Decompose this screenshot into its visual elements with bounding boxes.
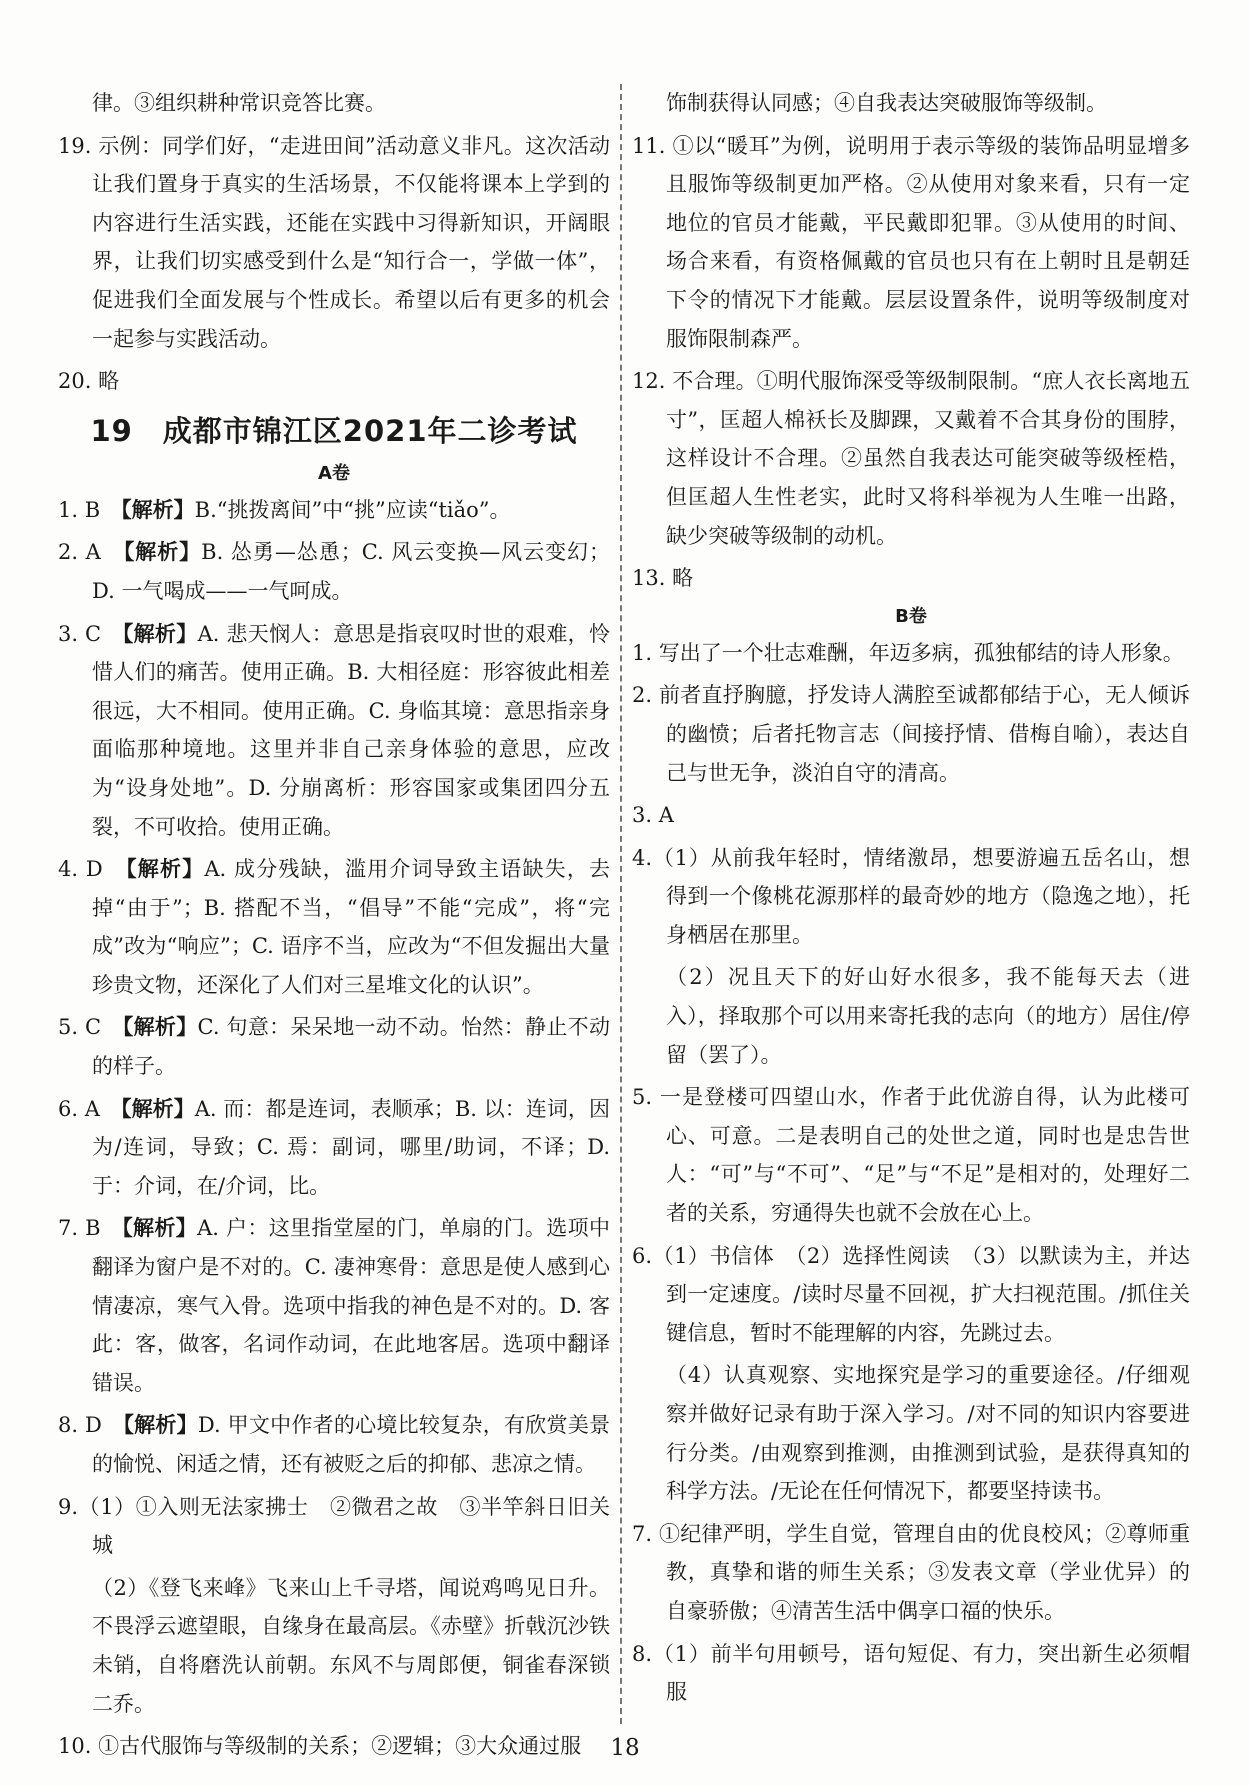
section-title: 19 成都市锦江区2021年二诊考试 bbox=[90, 413, 578, 448]
answer-a10: 10. ①古代服饰与等级制的关系；②逻辑；③大众通过服 bbox=[58, 1734, 582, 1759]
analysis-tag: 【解析】 bbox=[122, 620, 198, 646]
answer-key: 6. A bbox=[58, 1096, 122, 1121]
answer-a9-part1: 9.（1）①入则无法家拂士 ②微君之故 ③半竿斜日旧关城 bbox=[58, 1494, 610, 1558]
answer-a8 bbox=[58, 1406, 610, 1483]
answer-key: 7. B bbox=[58, 1216, 123, 1241]
answer-b4-part2: （2）况且天下的好山好水很多，我不能每天去（进入），择取那个可以用来寄托我的志向（的地方）居住/停留（罢了）。 bbox=[666, 965, 1190, 1067]
analysis-tag: 【解析】 bbox=[123, 1412, 198, 1438]
analysis-tag: 【解析】 bbox=[121, 496, 195, 522]
analysis-text: B. 怂勇—怂恿；C. 风云变换—风云变幻；D. 一气喝成——一气呵成。 bbox=[92, 540, 611, 603]
analysis-text: D. 甲文中作者的心境比较复杂，有欣赏美景的愉悦、闲适之情，还有被贬之后的抑郁、悲凉之情。 bbox=[92, 1413, 611, 1476]
analysis-tag: 【解析】 bbox=[122, 1014, 198, 1040]
continued-paragraph: 律。③组织耕种常识竞答比赛。 bbox=[92, 91, 386, 115]
answer-a1 bbox=[58, 491, 610, 530]
answer-a6 bbox=[58, 1090, 610, 1206]
answer-b4-part1: 4.（1）从前我年轻时，情绪激昂，想要游遍五岳名山，想得到一个像桃花源那样的最奇妙的地方（隐逸之地），托身栖居在那里。 bbox=[632, 845, 1190, 947]
answer-20: 20. 略 bbox=[58, 369, 120, 394]
page-number: 18 bbox=[610, 1735, 640, 1761]
analysis-tag: 【解析】 bbox=[122, 1215, 198, 1241]
analysis-tag: 【解析】 bbox=[123, 539, 202, 565]
section-b-label: B卷 bbox=[895, 605, 927, 627]
answer-a4 bbox=[58, 850, 610, 1004]
answer-a11: 11. ①以“暖耳”为例，说明用于表示等级的装饰品明显增多且服饰等级制更加严格。②从使用对象来看，只有一定地位的官员才能戴，平民戴即犯罪。③从使用的时间、场合来看，有资格佩戴的官员也只有在上朝时且是朝廷下令的情况下才能戴。层层设置条件，说明等级制度对服饰限制森严。 bbox=[632, 133, 1190, 351]
answer-b2: 2. 前者直抒胸臆，抒发诗人满腔至诚都郁结于心，无人倾诉的幽愤；后者托物言志（间接抒情、借梅自喻），表达自己与世无争，淡泊自守的清高。 bbox=[632, 683, 1190, 785]
right-column bbox=[632, 84, 1190, 1716]
analysis-text: B.“挑拨离间”中“挑”应读“tiǎo”。 bbox=[194, 497, 511, 522]
analysis-text: A. 户：这里指堂屋的门，单扇的门。选项中翻译为窗户是不对的。C. 凄神寒骨：意思是使人感到心情凄凉，寒气入骨。选项中指我的神色是不对的。D. 客此：客，做客，名词作动词，在此地客居。选项中翻译错误。 bbox=[92, 1216, 610, 1395]
answer-key: 2. A bbox=[58, 540, 124, 565]
answer-a9-part2: （2）《登飞来峰》飞来山上千寻塔，闻说鸡鸣见日升。不畏浮云遮望眼，自缘身在最高层。《赤壁》折戟沉沙铁未销，自将磨洗认前朝。东风不与周郎便，铜雀春深锁二乔。 bbox=[92, 1575, 610, 1716]
answer-b3: 3. A bbox=[632, 803, 674, 828]
answer-b1: 1. 写出了一个壮志难酬，年迈多病，孤独郁结的诗人形象。 bbox=[632, 640, 1184, 665]
answer-a13: 13. 略 bbox=[632, 566, 694, 591]
answer-a7 bbox=[58, 1209, 610, 1402]
analysis-text: A. 成分残缺，滥用介词导致主语缺失，去掉“由于”；B. 搭配不当，“倡导”不能“完成”，将“完成”改为“响应”；C. 语序不当，应改为“不但发掘出大量珍贵文物，还深化了人们对三星堆文化的认识”。 bbox=[92, 857, 611, 997]
answer-key: 1. B bbox=[58, 497, 122, 522]
answer-key: 8. D bbox=[58, 1413, 124, 1438]
answer-b5: 5. 一是登楼可四望山水，作者于此优游自得，认为此楼可心、可意。二是表明自己的处世之道，同时也是忠告世人：“可”与“不可”、“足”与“不足”是相对的，处理好二者的关系，穷通得失也就不会放在心上。 bbox=[632, 1085, 1190, 1226]
answer-key: 5. C bbox=[58, 1015, 123, 1040]
left-column bbox=[58, 84, 610, 1770]
answer-19: 19. 示例：同学们好，“走进田间”活动意义非凡。这次活动让我们置身于真实的生活场景，不仅能将课本上学到的内容进行生活实践，还能在实践中习得新知识，开阔眼界，让我们切实感受到什么是“知行合一，学做一体”，促进我们全面发展与个性成长。希望以后有更多的机会一起参与实践活动。 bbox=[58, 133, 610, 351]
section-a-label: A卷 bbox=[318, 462, 350, 484]
answer-a3 bbox=[58, 615, 610, 847]
answer-b6-part1: 6.（1）书信体 （2）选择性阅读 （3）以默读为主，并达到一定速度。/读时尽量不回视，扩大扫视范围。/抓住关键信息，暂时不能理解的内容，先跳过去。 bbox=[632, 1243, 1190, 1345]
answer-a12: 12. 不合理。①明代服饰深受等级制限制。“庶人衣长离地五寸”，匡超人棉袄长及脚踝，又戴着不合其身份的围脖，这样设计不合理。②虽然自我表达可能突破等级桎梏，但匡超人生性老实，此时又将科举视为人生唯一出路，缺少突破等级制的动机。 bbox=[632, 369, 1190, 548]
answer-b8: 8.（1）前半句用顿号，语句短促、有力，突出新生必须帽服 bbox=[632, 1641, 1190, 1705]
analysis-text: A. 而：都是连词，表顺承；B. 以：连词，因为/连词，导致；C. 焉：副词，哪里/助词，不译；D. 于：介词，在/介词，比。 bbox=[92, 1096, 610, 1198]
analysis-text: A. 悲天悯人：意思是指哀叹时世的艰难，怜惜人们的痛苦。使用正确。B. 大相径庭：形容彼此相差很远，大不相同。使用正确。C. 身临其境：意思指亲身面临那种境地。这里并非自己亲身体验的意思，应改为“设身处地”。D. 分崩离析：形容国家或集团四分五裂，不可收拾。使用正确。 bbox=[92, 621, 610, 839]
column-divider bbox=[620, 84, 622, 1724]
answer-key: 3. C bbox=[58, 621, 123, 646]
answer-b7: 7. ①纪律严明，学生自觉，管理自由的优良校风；②尊师重教，真挚和谐的师生关系；③发表文章（学业优异）的自豪骄傲；④清苦生活中偶享口福的快乐。 bbox=[632, 1521, 1190, 1623]
continued-paragraph: 饰制获得认同感；④自我表达突破服饰等级制。 bbox=[666, 91, 1107, 115]
analysis-text: C. 句意：呆呆地一动不动。怡然：静止不动的样子。 bbox=[92, 1015, 611, 1079]
answer-key: 4. D bbox=[58, 857, 127, 882]
answer-a5 bbox=[58, 1008, 610, 1085]
analysis-tag: 【解析】 bbox=[121, 1095, 195, 1121]
analysis-tag: 【解析】 bbox=[126, 856, 205, 882]
answer-a2 bbox=[58, 533, 610, 610]
answer-b6-part2: （4）认真观察、实地探究是学习的重要途径。/仔细观察并做好记录有助于深入学习。/对不同的知识内容要进行分类。/由观察到推测，由推测到试验，是获得真知的科学方法。/无论在任何情况下，都要坚持读书。 bbox=[666, 1363, 1190, 1504]
